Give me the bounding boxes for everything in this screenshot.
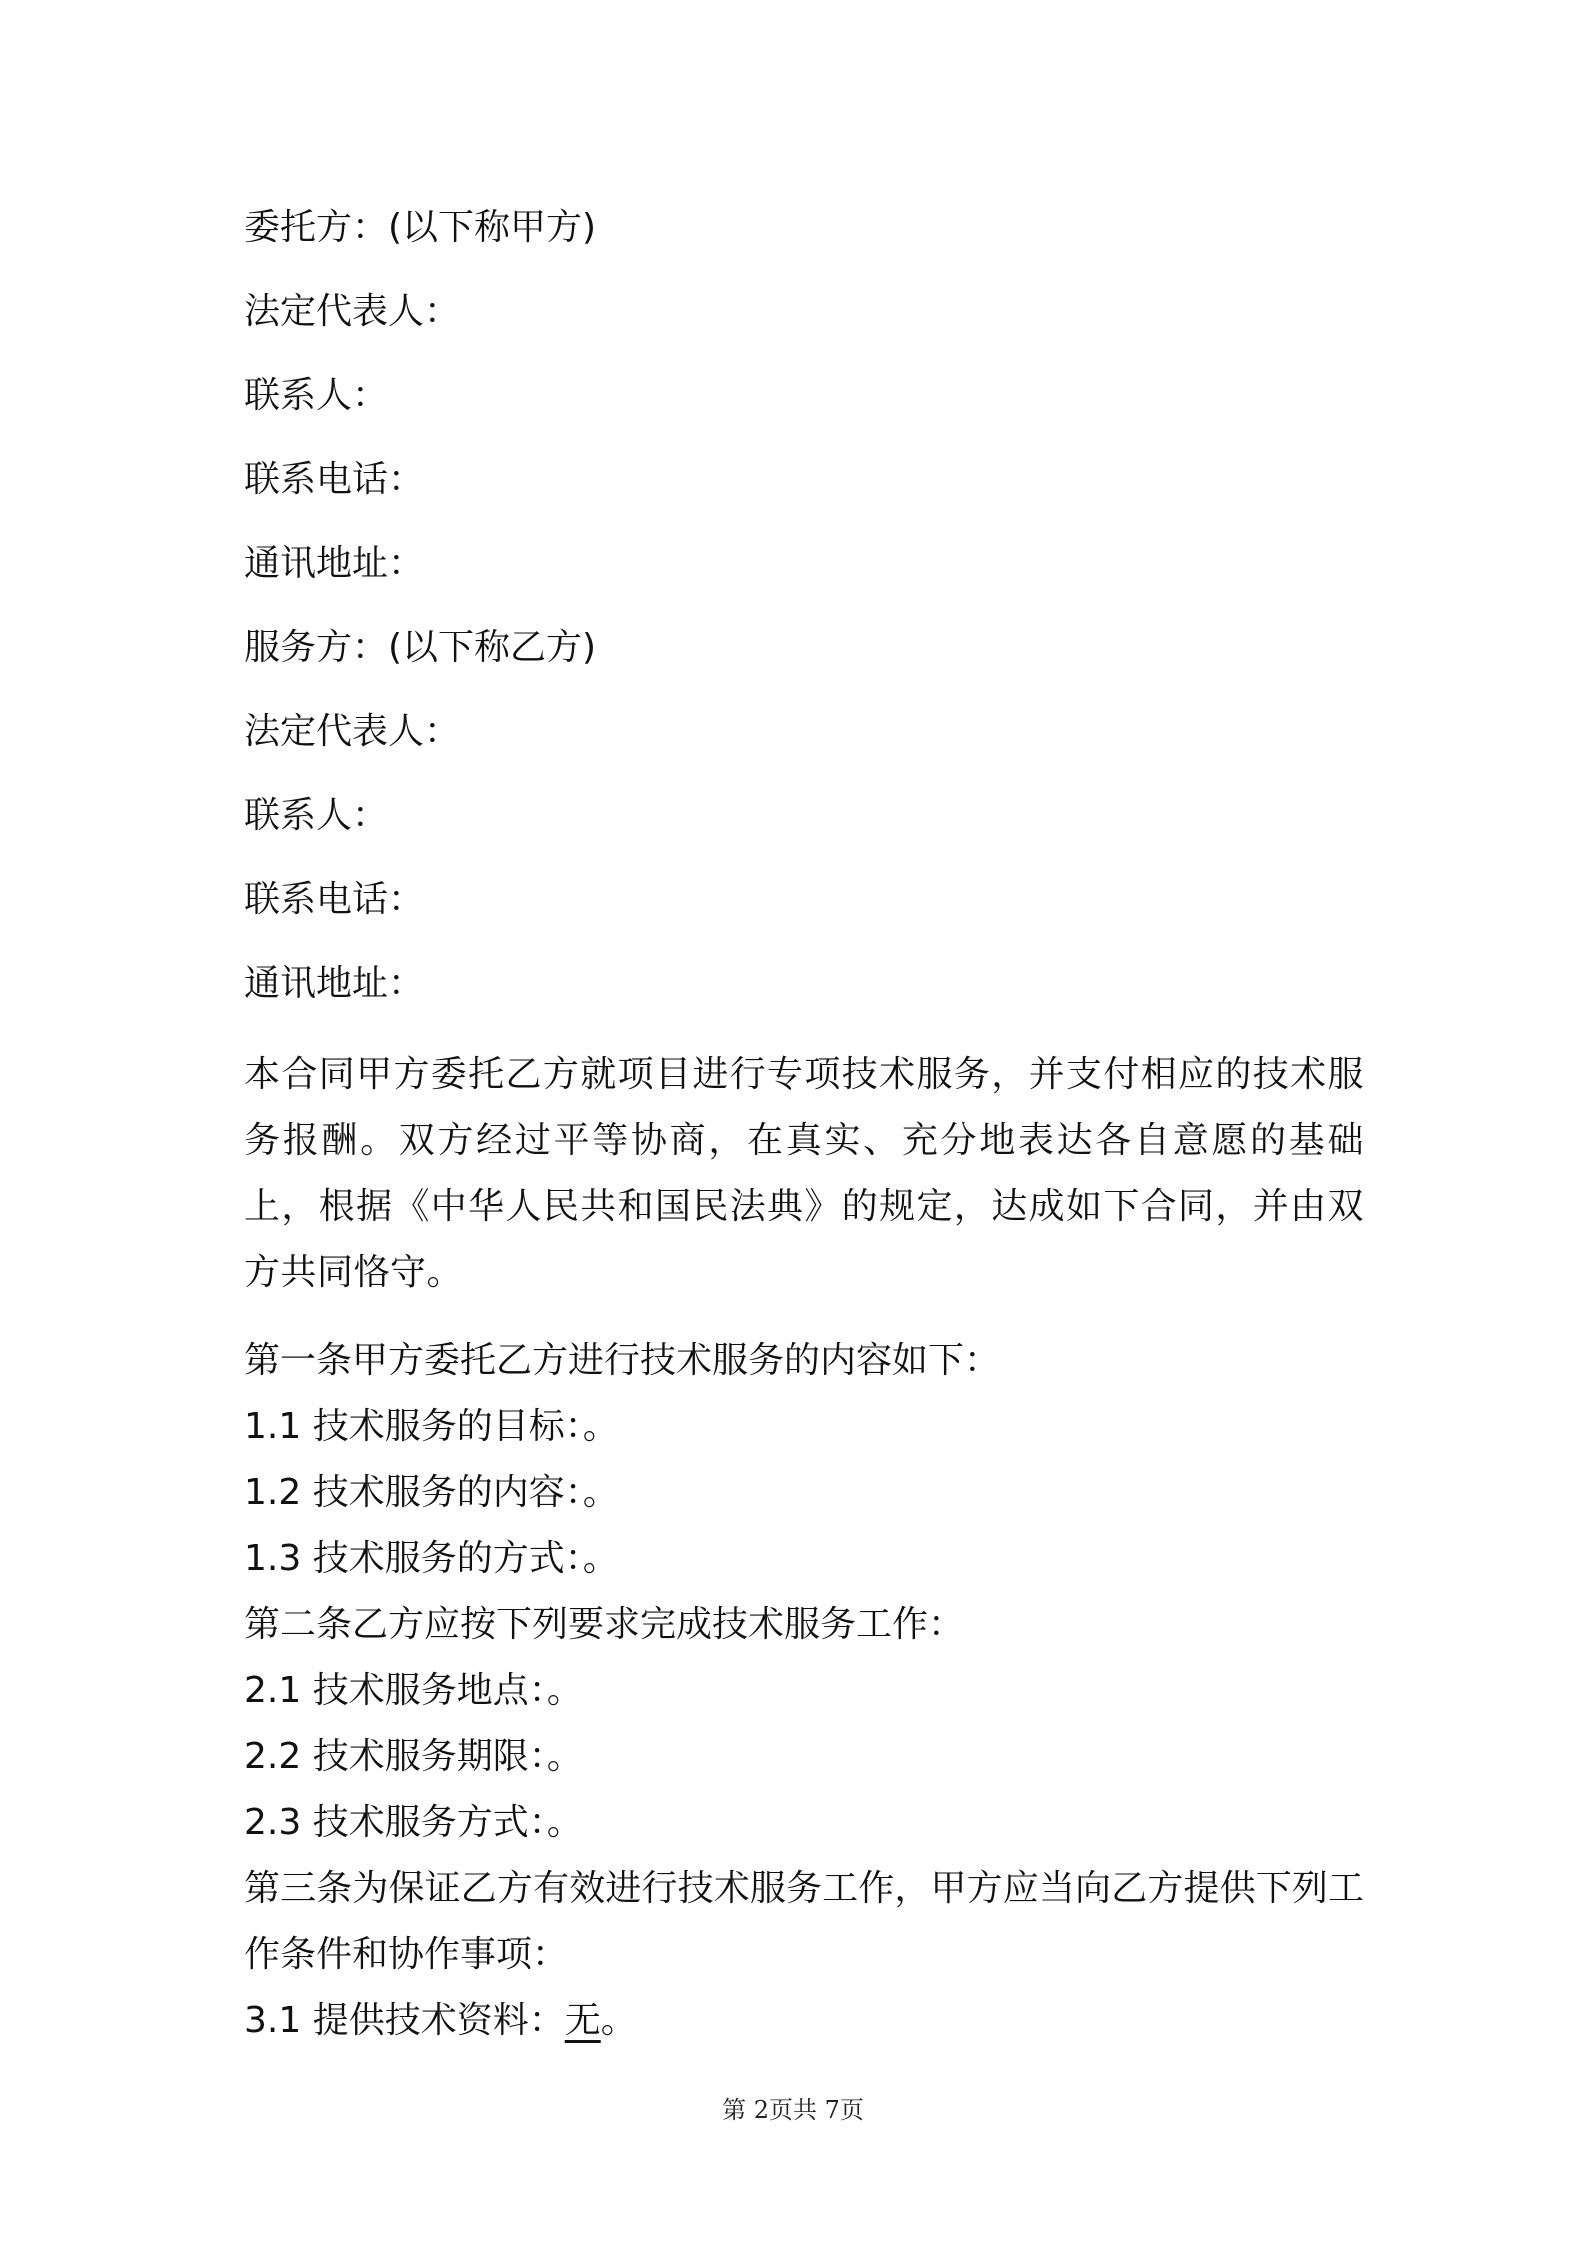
page-footer: 第 2页共 7页 [722, 2096, 864, 2124]
party-b-legal-rep: 法定代表人： [244, 711, 461, 752]
article-3-item-1-value: 无 [564, 2000, 601, 2041]
article-3-item-1-end: 。 [600, 2000, 637, 2041]
article-3-heading: 第三条为保证乙方有效进行技术服务工作，甲方应当向乙方提供下列工作条件和协作事项： [244, 1868, 1364, 1975]
article-3-item-1-label: 3.1 提供技术资料： [244, 2000, 565, 2041]
article-3-item-1 [244, 1988, 1364, 2054]
party-a-legal-rep: 法定代表人： [244, 291, 461, 332]
article-1-item-3: 1.3 技术服务的方式：。 [244, 1538, 619, 1579]
article-2-item-3: 2.3 技术服务方式：。 [244, 1802, 583, 1843]
party-a-title: 委托方：(以下称甲方) [244, 207, 597, 248]
article-2-heading: 第二条乙方应按下列要求完成技术服务工作： [244, 1604, 965, 1645]
intro-paragraph: 本合同甲方委托乙方就项目进行专项技术服务，并支付相应的技术服务报酬。双方经过平等协商，在真实、充分地表达各自意愿的基础上，根据《中华人民共和国民法典》的规定，达成如下合同，并由双方共同恪守。 [244, 1054, 1364, 1293]
party-b-title: 服务方：(以下称乙方) [244, 627, 597, 668]
document-content [244, 196, 1364, 2054]
party-b-phone: 联系电话： [244, 879, 425, 920]
article-2-item-2: 2.2 技术服务期限：。 [244, 1736, 583, 1777]
article-1-item-2: 1.2 技术服务的内容：。 [244, 1472, 619, 1513]
article-2-item-1: 2.1 技术服务地点：。 [244, 1670, 583, 1711]
article-1-heading: 第一条甲方委托乙方进行技术服务的内容如下： [244, 1340, 1001, 1381]
party-b-contact: 联系人： [244, 795, 389, 836]
party-a-contact: 联系人： [244, 375, 389, 416]
party-a-phone: 联系电话： [244, 459, 425, 500]
article-1-item-1: 1.1 技术服务的目标：。 [244, 1406, 619, 1447]
party-b-address: 通讯地址： [244, 963, 425, 1004]
party-a-address: 通讯地址： [244, 543, 425, 584]
